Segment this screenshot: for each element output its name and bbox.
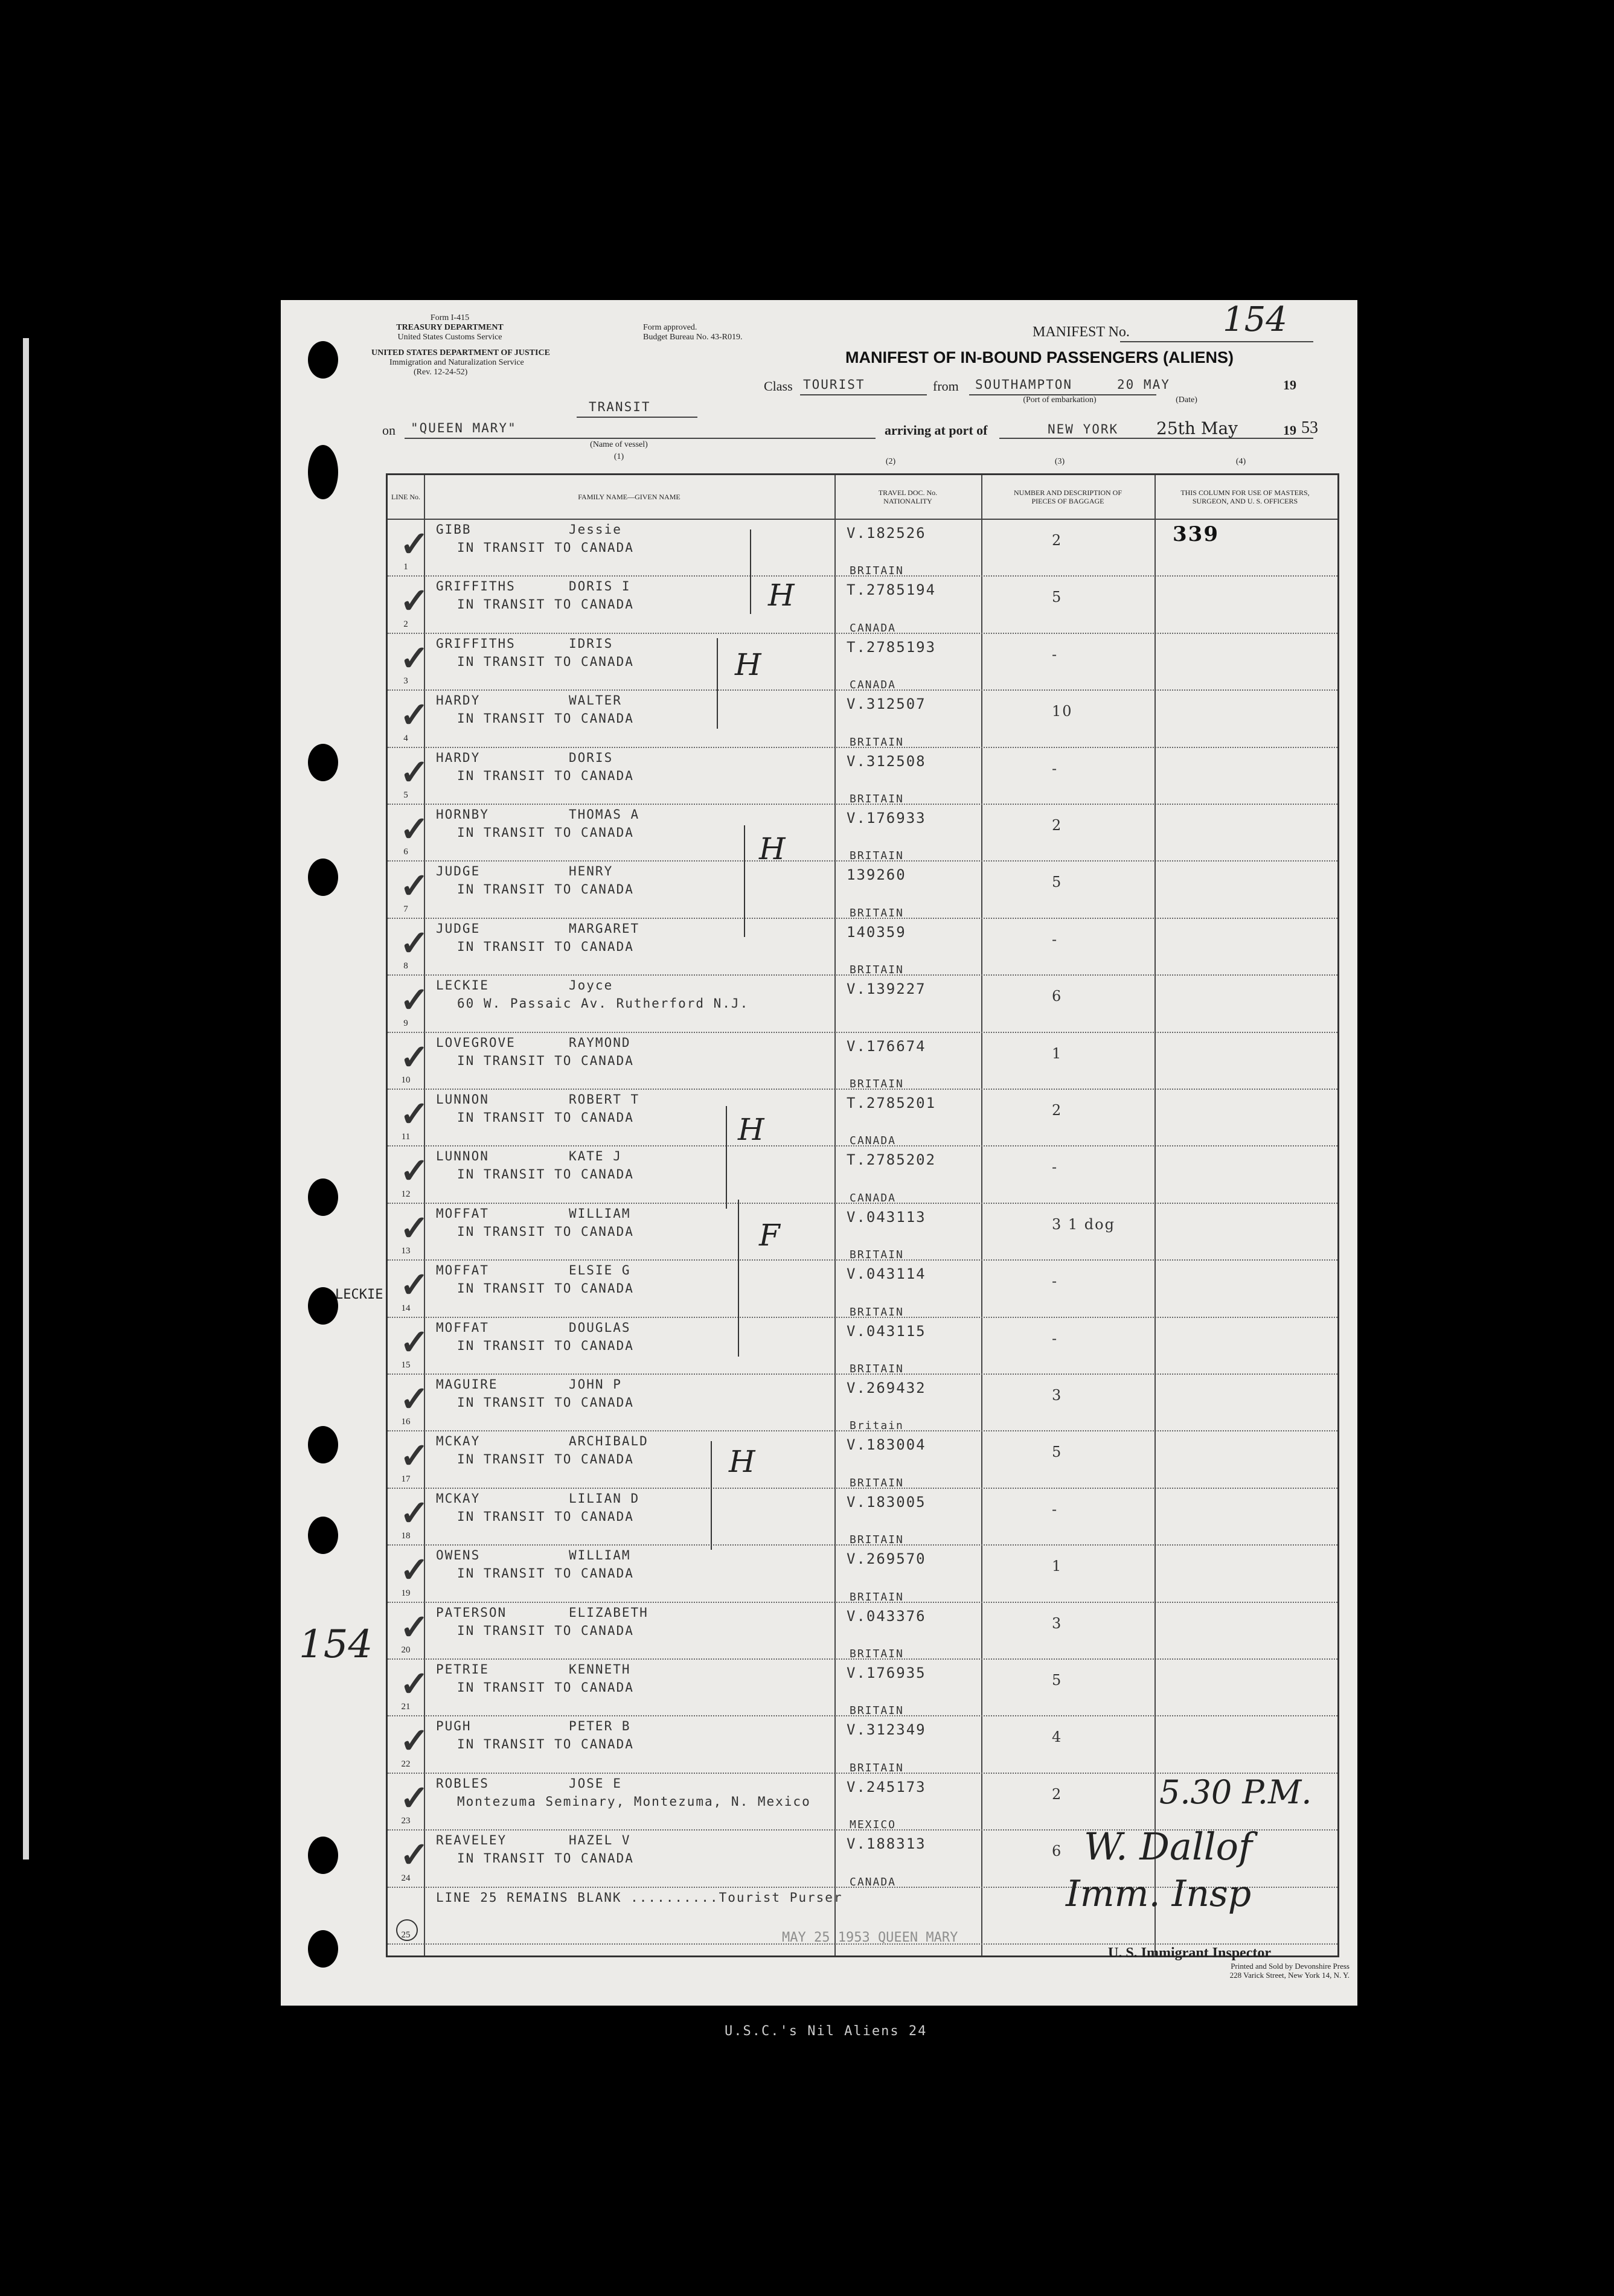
- family-name: PETRIE: [436, 1662, 489, 1677]
- travel-doc-number: V.312349: [847, 1721, 926, 1739]
- check-mark-icon: ✓: [400, 1150, 429, 1192]
- line-number: 6: [403, 847, 408, 857]
- check-mark-icon: ✓: [400, 1720, 429, 1762]
- margin-manifest-number: 154: [299, 1622, 373, 1667]
- manifest-no-underline: [1120, 341, 1313, 342]
- baggage-count: 5: [1052, 1444, 1063, 1461]
- from-port: SOUTHAMPTON: [975, 377, 1073, 392]
- table-row: [388, 1602, 1337, 1658]
- punch-hole: [308, 1837, 338, 1874]
- arriving-label: arriving at port of: [885, 423, 988, 438]
- manifest-page: [281, 300, 1357, 2006]
- line-number: 5: [403, 790, 408, 800]
- arrival-year-prefix: 19: [1283, 423, 1296, 438]
- baggage-count: 10: [1052, 703, 1073, 720]
- family-name: MCKAY: [436, 1434, 481, 1449]
- passenger-table: [386, 473, 1339, 1957]
- family-name: MOFFAT: [436, 1320, 489, 1335]
- family-bracket: [711, 1441, 712, 1550]
- passenger-address: IN TRANSIT TO CANADA: [457, 882, 634, 897]
- check-mark-icon: ✓: [400, 1321, 429, 1363]
- line-number: 23: [401, 1816, 411, 1826]
- class-label: Class: [764, 379, 793, 394]
- aliens-count-note: U.S.C.'s Nil Aliens 24: [725, 2024, 927, 2039]
- baggage-count: 6: [1052, 988, 1063, 1005]
- arrival-date: 25th May: [1156, 418, 1238, 438]
- given-name: WALTER: [569, 693, 622, 708]
- col-header-baggage: NUMBER AND DESCRIPTION OF PIECES OF BAGGAGE: [1013, 488, 1122, 505]
- nationality: MEXICO: [850, 1818, 897, 1832]
- family-bracket: [726, 1106, 727, 1209]
- passenger-address: IN TRANSIT TO CANADA: [457, 711, 634, 726]
- travel-doc-number: 140359: [847, 923, 906, 941]
- given-name: KENNETH: [569, 1662, 631, 1677]
- check-mark-icon: ✓: [400, 751, 429, 793]
- arrival-port: NEW YORK: [1048, 422, 1119, 436]
- family-name: JUDGE: [436, 921, 481, 936]
- baggage-count: 3: [1052, 1614, 1063, 1632]
- mark-h: H: [759, 831, 786, 866]
- given-name: ARCHIBALD: [569, 1434, 648, 1449]
- passenger-address: IN TRANSIT TO CANADA: [457, 654, 634, 669]
- travel-doc-number: V.269432: [847, 1380, 926, 1396]
- ins-name: Immigration and Naturalization Service: [389, 358, 524, 367]
- line-number: 15: [401, 1360, 411, 1370]
- col-2-marker: (2): [885, 457, 896, 466]
- mark-h: H: [738, 1112, 764, 1147]
- customs-name: United States Customs Service: [397, 333, 502, 342]
- given-name: WILLIAM: [569, 1206, 631, 1221]
- family-name: LOVEGROVE: [436, 1035, 516, 1050]
- baggage-count: 5: [1052, 874, 1063, 891]
- given-name: KATE J: [569, 1149, 622, 1164]
- nationality: BRITAIN: [850, 564, 904, 578]
- manifest-no-label: MANIFEST No.: [1033, 324, 1130, 340]
- nationality: BRITAIN: [850, 1533, 904, 1547]
- embarkation-caption: (Port of embarkation): [1023, 395, 1097, 405]
- passenger-address: IN TRANSIT TO CANADA: [457, 1566, 634, 1581]
- from-label: from: [933, 379, 959, 394]
- punch-hole: [308, 859, 338, 896]
- given-name: IDRIS: [569, 636, 613, 651]
- check-mark-icon: ✓: [400, 1777, 429, 1818]
- family-name: GRIFFITHS: [436, 579, 516, 594]
- nationality: CANADA: [850, 1875, 897, 1888]
- check-mark-icon: ✓: [400, 922, 429, 964]
- baggage-count: 3 1 dog: [1052, 1215, 1115, 1233]
- passenger-address: IN TRANSIT TO CANADA: [457, 768, 634, 783]
- line-number: 24: [401, 1873, 411, 1883]
- given-name: JOHN P: [569, 1377, 622, 1392]
- family-name: GRIFFITHS: [436, 636, 516, 651]
- printer-note: [1108, 1962, 1350, 1980]
- table-row: [388, 1544, 1337, 1604]
- col-header-officers: THIS COLUMN FOR USE OF MASTERS, SURGEON, AND U. S. OFFICERS: [1180, 488, 1310, 505]
- given-name: MARGARET: [569, 921, 640, 936]
- line-number: 22: [401, 1759, 411, 1769]
- arrival-year: 53: [1301, 418, 1318, 437]
- family-name: HARDY: [436, 693, 481, 708]
- travel-doc-number: V.312507: [847, 696, 926, 713]
- check-mark-icon: ✓: [400, 1264, 429, 1306]
- baggage-count: 5: [1052, 1672, 1063, 1689]
- check-mark-icon: ✓: [400, 865, 429, 907]
- family-name: OWENS: [436, 1548, 481, 1563]
- travel-doc-number: V.176935: [847, 1664, 926, 1681]
- travel-doc-number: V.043113: [847, 1208, 926, 1226]
- given-name: WILLIAM: [569, 1548, 631, 1563]
- baggage-count: 2: [1052, 1785, 1063, 1803]
- family-bracket: [750, 529, 751, 614]
- passenger-address: IN TRANSIT TO CANADA: [457, 1680, 634, 1695]
- given-name: ELSIE G: [569, 1263, 631, 1278]
- travel-doc-number: T.2785194: [847, 581, 937, 599]
- nationality: BRITAIN: [850, 1249, 904, 1262]
- baggage-count: -: [1052, 1159, 1058, 1176]
- baggage-count: 2: [1052, 817, 1063, 834]
- form-number: Form I-415: [430, 313, 470, 322]
- check-mark-icon: ✓: [400, 1549, 429, 1591]
- punch-hole: [308, 744, 338, 781]
- line-number: 9: [403, 1018, 408, 1028]
- table-row: [388, 860, 1337, 917]
- arrival-time: 5.30 P.M.: [1159, 1773, 1312, 1811]
- col-4-marker: (4): [1235, 457, 1246, 466]
- passenger-address: 60 W. Passaic Av. Rutherford N.J.: [457, 996, 749, 1011]
- inspector-signature: W. Dallof: [1084, 1824, 1252, 1869]
- baggage-count: -: [1052, 930, 1058, 948]
- embarkation-date: 20 MAY: [1117, 377, 1170, 392]
- passenger-address: IN TRANSIT TO CANADA: [457, 1167, 634, 1182]
- table-row: [388, 747, 1337, 804]
- line-number: 10: [401, 1075, 411, 1085]
- travel-doc-number: V.176933: [847, 810, 926, 827]
- passenger-address: IN TRANSIT TO CANADA: [457, 1395, 634, 1410]
- given-name: RAYMOND: [569, 1035, 631, 1050]
- line-number: 2: [403, 619, 408, 629]
- family-name: GIBB: [436, 522, 472, 537]
- family-name: JUDGE: [436, 864, 481, 879]
- line-number: 20: [401, 1645, 411, 1655]
- check-mark-icon: ✓: [400, 1606, 429, 1648]
- col-3-marker: (3): [1054, 457, 1065, 466]
- line-number: 16: [401, 1417, 411, 1427]
- given-name: HENRY: [569, 864, 613, 879]
- line-number: 7: [403, 904, 408, 914]
- transit-underline: [577, 417, 697, 418]
- punch-hole: [308, 341, 338, 379]
- nationality: BRITAIN: [850, 1476, 904, 1489]
- line-number: 21: [401, 1702, 411, 1712]
- table-row: [388, 974, 1337, 1031]
- travel-doc-number: V.139227: [847, 980, 926, 998]
- passenger-address: IN TRANSIT TO CANADA: [457, 1053, 634, 1068]
- table-row: [388, 1658, 1337, 1718]
- passenger-address: IN TRANSIT TO CANADA: [457, 540, 634, 555]
- nationality: CANADA: [850, 1191, 897, 1204]
- baggage-count: -: [1052, 1500, 1058, 1518]
- table-row: [388, 1317, 1337, 1373]
- family-name: LINE 25 REMAINS BLANK ..........Tourist Purser: [436, 1890, 843, 1905]
- nationality: BRITAIN: [850, 906, 904, 919]
- printer-line-2: 228 Varick Street, New York 14, N. Y.: [1229, 1971, 1350, 1980]
- family-name: LUNNON: [436, 1092, 489, 1107]
- travel-doc-number: V.188313: [847, 1835, 926, 1853]
- table-row: [388, 1145, 1337, 1202]
- form-approved: Form approved.: [643, 323, 697, 332]
- family-name: MOFFAT: [436, 1263, 489, 1278]
- line-25-circle: [396, 1919, 418, 1941]
- check-mark-icon: ✓: [400, 694, 429, 736]
- table-row: [388, 1373, 1337, 1433]
- family-name: REAVELEY: [436, 1833, 507, 1848]
- check-mark-icon: ✓: [400, 1492, 429, 1533]
- mark-h: H: [768, 578, 795, 613]
- travel-doc-number: T.2785193: [847, 638, 937, 656]
- vessel-caption: (Name of vessel): [590, 440, 648, 449]
- punch-hole: [308, 1930, 338, 1968]
- passenger-address: IN TRANSIT TO CANADA: [457, 1452, 634, 1467]
- inspector-label: U. S. Immigrant Inspector: [1108, 1945, 1271, 1961]
- given-name: DOUGLAS: [569, 1320, 631, 1335]
- line-number: 1: [403, 562, 408, 572]
- line-number: 19: [401, 1588, 411, 1598]
- table-row: [388, 1259, 1337, 1319]
- passenger-address: IN TRANSIT TO CANADA: [457, 939, 634, 954]
- printer-line-1: Printed and Sold by Devonshire Press: [1231, 1962, 1350, 1971]
- check-mark-icon: ✓: [400, 523, 429, 564]
- inspector-title: Imm. Insp: [1066, 1873, 1252, 1915]
- travel-doc-number: T.2785201: [847, 1095, 937, 1111]
- line-number: 18: [401, 1531, 411, 1541]
- baggage-count: 1: [1052, 1044, 1063, 1062]
- baggage-count: 6: [1052, 1843, 1063, 1860]
- year-prefix: 19: [1283, 377, 1296, 392]
- passenger-address: IN TRANSIT TO CANADA: [457, 1224, 634, 1239]
- table-row: [388, 689, 1337, 749]
- given-name: Joyce: [569, 978, 613, 993]
- family-name: MCKAY: [436, 1491, 481, 1506]
- revision-date: (Rev. 12-24-52): [414, 368, 468, 377]
- officer-entry: 339: [1173, 522, 1219, 546]
- line-number: 25: [401, 1930, 411, 1940]
- transit-label: TRANSIT: [589, 400, 651, 414]
- family-name: LECKIE: [436, 978, 489, 993]
- baggage-count: -: [1052, 1273, 1058, 1290]
- baggage-count: 1: [1052, 1558, 1063, 1575]
- given-name: LILIAN D: [569, 1491, 640, 1506]
- travel-doc-number: V.182526: [847, 525, 926, 542]
- line-number: 4: [403, 733, 408, 743]
- given-name: DORIS: [569, 750, 613, 765]
- travel-doc-number: V.183004: [847, 1436, 926, 1454]
- table-row: [388, 1488, 1337, 1547]
- nationality: BRITAIN: [850, 792, 904, 805]
- passenger-address: Montezuma Seminary, Montezuma, N. Mexico: [457, 1794, 811, 1809]
- line-number: 14: [401, 1303, 411, 1313]
- table-row: [388, 804, 1337, 863]
- travel-doc-number: V.043115: [847, 1322, 926, 1340]
- col-1-marker: (1): [613, 452, 624, 461]
- baggage-count: 3: [1052, 1387, 1063, 1404]
- check-mark-icon: ✓: [400, 808, 429, 849]
- baggage-count: -: [1052, 1329, 1058, 1347]
- travel-doc-number: V.183005: [847, 1493, 926, 1511]
- nationality: BRITAIN: [850, 1362, 904, 1375]
- family-name: HORNBY: [436, 807, 489, 822]
- check-mark-icon: ✓: [400, 637, 429, 679]
- family-bracket: [717, 638, 718, 729]
- baggage-count: 5: [1052, 589, 1063, 606]
- passenger-address: IN TRANSIT TO CANADA: [457, 1623, 634, 1638]
- family-name: MAGUIRE: [436, 1377, 498, 1392]
- travel-doc-number: V.312508: [847, 752, 926, 770]
- mark-h: H: [735, 647, 761, 682]
- family-name: LUNNON: [436, 1149, 489, 1164]
- family-name: MOFFAT: [436, 1206, 489, 1221]
- line-number: 11: [401, 1132, 411, 1142]
- doj-block: [371, 348, 571, 377]
- nationality: CANADA: [850, 679, 897, 692]
- nationality: Britain: [850, 1419, 904, 1433]
- punch-hole: [308, 1517, 338, 1554]
- col-header-line-no: LINE No.: [391, 493, 420, 501]
- baggage-count: -: [1052, 759, 1058, 777]
- doj-name: UNITED STATES DEPARTMENT OF JUSTICE: [371, 348, 550, 357]
- line-number: 3: [403, 676, 408, 686]
- family-bracket: [738, 1200, 739, 1357]
- mark-h: H: [729, 1444, 755, 1479]
- vessel-name: "QUEEN MARY": [411, 421, 517, 435]
- given-name: HAZEL V: [569, 1833, 631, 1848]
- check-mark-icon: ✓: [400, 1036, 429, 1078]
- given-name: Jessie: [569, 522, 622, 537]
- punch-hole: [308, 1287, 338, 1325]
- travel-doc-number: 139260: [847, 866, 906, 884]
- given-name: ROBERT T: [569, 1092, 640, 1107]
- line-number: 8: [403, 961, 408, 971]
- nationality: BRITAIN: [850, 1305, 904, 1319]
- baggage-count: 2: [1052, 1102, 1063, 1119]
- nationality: BRITAIN: [850, 1647, 904, 1660]
- passenger-address: IN TRANSIT TO CANADA: [457, 1509, 634, 1524]
- travel-doc-number: V.176674: [847, 1037, 926, 1055]
- date-caption: (Date): [1176, 395, 1197, 405]
- check-mark-icon: ✓: [400, 1378, 429, 1419]
- travel-doc-number: V.269570: [847, 1550, 926, 1568]
- travel-doc-number: V.043376: [847, 1607, 926, 1625]
- class-underline: [800, 394, 927, 395]
- form-header-left: [371, 313, 528, 342]
- nationality: BRITAIN: [850, 1590, 904, 1604]
- family-name: HARDY: [436, 750, 481, 765]
- punch-hole: [308, 1178, 338, 1216]
- passenger-address: IN TRANSIT TO CANADA: [457, 1851, 634, 1866]
- table-row: [388, 918, 1337, 977]
- nationality: BRITAIN: [850, 964, 904, 977]
- dept-name: TREASURY DEPARTMENT: [396, 323, 504, 332]
- given-name: DORIS I: [569, 579, 631, 594]
- on-label: on: [382, 423, 395, 438]
- family-name: PATERSON: [436, 1605, 507, 1620]
- budget-bureau: Budget Bureau No. 43-R019.: [643, 333, 743, 342]
- given-name: PETER B: [569, 1719, 631, 1734]
- punch-hole: [308, 445, 338, 499]
- nationality: BRITAIN: [850, 735, 904, 749]
- baggage-count: 2: [1052, 532, 1063, 549]
- passenger-address: IN TRANSIT TO CANADA: [457, 825, 634, 840]
- line-number: 13: [401, 1246, 411, 1256]
- travel-doc-number: V.245173: [847, 1778, 926, 1796]
- col-header-doc: TRAVEL DOC. No. NATIONALITY: [878, 488, 938, 505]
- baggage-count: 4: [1052, 1728, 1063, 1746]
- col-header-name: FAMILY NAME—GIVEN NAME: [578, 493, 681, 501]
- manifest-title: MANIFEST OF IN-BOUND PASSENGERS (ALIENS): [845, 348, 1234, 366]
- passenger-address: IN TRANSIT TO CANADA: [457, 597, 634, 612]
- family-name: ROBLES: [436, 1776, 489, 1791]
- nationality: CANADA: [850, 621, 897, 635]
- check-mark-icon: ✓: [400, 979, 429, 1021]
- check-mark-icon: ✓: [400, 1093, 429, 1134]
- travel-doc-number: V.043114: [847, 1265, 926, 1283]
- given-name: THOMAS A: [569, 807, 640, 822]
- check-mark-icon: ✓: [400, 1834, 429, 1876]
- nationality: BRITAIN: [850, 1704, 904, 1718]
- table-row: [388, 1430, 1337, 1487]
- passenger-address: IN TRANSIT TO CANADA: [457, 1338, 634, 1353]
- check-mark-icon: ✓: [400, 580, 429, 622]
- punch-hole: [308, 1426, 338, 1463]
- table-row: [388, 633, 1337, 692]
- given-name: JOSE E: [569, 1776, 622, 1791]
- given-name: ELIZABETH: [569, 1605, 648, 1620]
- vessel-underline: [405, 438, 876, 439]
- manifest-number: 154: [1223, 300, 1287, 339]
- family-name: PUGH: [436, 1719, 472, 1734]
- nationality: CANADA: [850, 1134, 897, 1148]
- travel-doc-number: T.2785202: [847, 1151, 937, 1169]
- nationality: BRITAIN: [850, 1077, 904, 1090]
- passenger-address: IN TRANSIT TO CANADA: [457, 1281, 634, 1296]
- date-stamp: MAY 25 1953 QUEEN MARY: [782, 1930, 958, 1945]
- check-mark-icon: ✓: [400, 1663, 429, 1704]
- film-margin-strip: [23, 338, 29, 1860]
- check-mark-icon: ✓: [400, 1435, 429, 1477]
- table-row: [388, 1032, 1337, 1089]
- passenger-address: IN TRANSIT TO CANADA: [457, 1110, 634, 1125]
- line-number: 17: [401, 1474, 411, 1484]
- leckie-margin-note: LECKIE: [335, 1287, 383, 1302]
- family-bracket: [744, 825, 745, 937]
- mark-f: F: [759, 1218, 780, 1253]
- line-number: 12: [401, 1189, 411, 1199]
- approval-block: [643, 323, 782, 342]
- table-row: [388, 575, 1337, 635]
- check-mark-icon: ✓: [400, 1207, 429, 1249]
- table-row: [388, 1203, 1337, 1262]
- nationality: BRITAIN: [850, 1761, 904, 1774]
- baggage-count: -: [1052, 645, 1058, 663]
- class-value: TOURIST: [803, 377, 865, 392]
- nationality: BRITAIN: [850, 849, 904, 863]
- table-row: [388, 1089, 1337, 1148]
- passenger-address: IN TRANSIT TO CANADA: [457, 1737, 634, 1752]
- table-row: [388, 1715, 1337, 1772]
